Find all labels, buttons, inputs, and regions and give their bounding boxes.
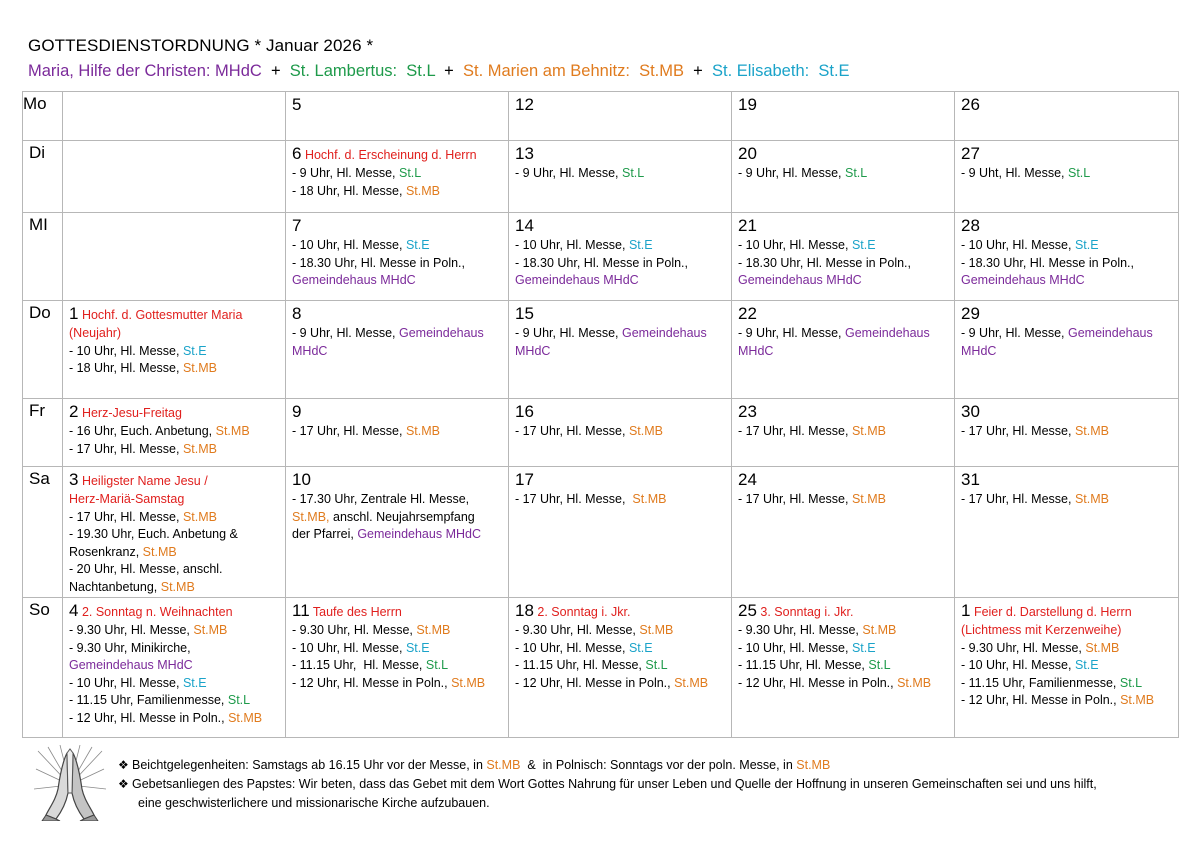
day-cell (732, 213, 955, 301)
service-text: St.E (851, 238, 876, 252)
date-number: 23 (738, 402, 757, 421)
service-text: St.L (1119, 675, 1143, 690)
service-entry (69, 491, 279, 509)
service-text: - 10 Uhr, Hl. Messe, (738, 640, 852, 655)
service-text: St.MB (1085, 640, 1120, 655)
service-text: - 10 Uhr, Hl. Messe, (515, 238, 629, 252)
service-text: St.MB (160, 579, 195, 594)
service-text: - 17 Uhr, Hl. Messe, (961, 492, 1075, 506)
diamond-bullet-icon: ❖ (118, 758, 129, 772)
service-text: - 9 Uhr, Hl. Messe, (515, 326, 622, 340)
date-number: 24 (738, 470, 757, 489)
service-entry (738, 622, 948, 640)
service-entry (292, 675, 502, 693)
day-cell (63, 141, 286, 213)
service-text: - 12 Uhr, Hl. Messe in Poln., (292, 675, 452, 690)
service-text: - 9 Uht, Hl. Messe, (961, 166, 1068, 180)
service-text: - 9 Uhr, Hl. Messe, (738, 166, 845, 180)
service-text: - 17 Uhr, Hl. Messe, (69, 441, 183, 456)
service-text: St.L (1067, 166, 1091, 180)
service-text: Gemeindehaus (1067, 326, 1153, 340)
service-entry (738, 657, 948, 675)
day-cell (63, 467, 286, 598)
service-text: St.MB (142, 544, 177, 559)
service-entry (69, 441, 279, 459)
date-number: 8 (292, 304, 302, 323)
day-cell (955, 467, 1179, 598)
parish-legend-part: St. Lambertus: St.L (289, 62, 436, 80)
service-text: St.E (1074, 658, 1099, 672)
service-text: - 9 Uhr, Hl. Messe, (292, 166, 399, 180)
service-text: St.L (425, 658, 449, 672)
day-cell (286, 92, 509, 141)
service-text: St.MB (674, 675, 709, 690)
service-entry (515, 272, 725, 290)
footer-text: & in Polnisch: Sonntags vor der poln. Messe, in (520, 758, 797, 772)
service-entry (69, 343, 279, 361)
service-text: St.MB (1120, 693, 1155, 707)
service-text: St.E (405, 640, 430, 655)
date-number: 19 (738, 95, 757, 114)
service-text: - 17 Uhr, Hl. Messe, (515, 492, 633, 506)
service-entry (961, 675, 1172, 693)
day-cell (286, 213, 509, 301)
service-entry (292, 491, 502, 509)
date-number: 17 (515, 470, 534, 489)
parish-legend-part: Maria, Hilfe der Christen: MHdC (28, 62, 262, 80)
service-text: St.MB (851, 492, 886, 506)
service-entry (515, 325, 725, 343)
service-text: - 17 Uhr, Hl. Messe, (961, 424, 1075, 438)
weekday-label: Mo (23, 92, 63, 141)
service-text: Gemeindehaus MHdC (961, 273, 1085, 287)
service-text: St.L (645, 658, 668, 672)
service-entry (292, 423, 502, 441)
service-text: - 10 Uhr, Hl. Messe, (69, 343, 183, 358)
service-entry (738, 255, 948, 273)
service-entry (738, 675, 948, 693)
day-cell (509, 467, 732, 598)
service-text: - 11.15 Uhr, Hl. Messe, (738, 658, 869, 672)
footer-note (118, 756, 1178, 775)
day-cell (509, 598, 732, 738)
service-text: Gemeindehaus (621, 326, 707, 340)
day-cell (63, 598, 286, 738)
service-text: St.MB (1074, 492, 1109, 506)
service-text: - 11.15 Uhr, Familienmesse, (69, 693, 228, 707)
service-text: St.MB (451, 675, 486, 690)
day-cell (732, 301, 955, 399)
service-text: St.MB (182, 441, 217, 456)
parish-legend-part: + (261, 62, 290, 80)
schedule-table (22, 91, 1179, 738)
service-text: - 9.30 Uhr, Minikirche, (69, 640, 191, 655)
service-text: - 17 Uhr, Hl. Messe, (515, 424, 629, 438)
service-text: St.MB (405, 424, 440, 438)
date-number: 31 (961, 470, 980, 489)
service-entry (69, 710, 279, 728)
day-cell (955, 399, 1179, 467)
service-text: MHdC (961, 343, 997, 358)
service-entry (961, 692, 1172, 710)
date-number: 28 (961, 216, 980, 235)
date-number: 20 (738, 144, 757, 163)
service-text: Herz-Mariä-Samstag (69, 492, 185, 506)
service-text: - 9.30 Uhr, Hl. Messe, (515, 623, 640, 637)
feast-title: Hochf. d. Gottesmutter Maria (78, 308, 243, 322)
service-entry (738, 165, 948, 183)
service-text: - 17 Uhr, Hl. Messe, (292, 424, 406, 438)
date-number: 2 (69, 402, 79, 421)
service-text: - 9.30 Uhr, Hl. Messe, (69, 623, 194, 637)
weekday-label: Fr (23, 399, 63, 467)
service-text: - 10 Uhr, Hl. Messe, (515, 640, 629, 655)
service-text: Gemeindehaus MHdC (738, 273, 862, 287)
service-text: - 11.15 Uhr, Hl. Messe, (292, 658, 426, 672)
service-text: - 10 Uhr, Hl. Messe, (961, 238, 1075, 252)
service-entry (69, 561, 279, 579)
service-text: - 10 Uhr, Hl. Messe, (738, 238, 852, 252)
service-text: - 10 Uhr, Hl. Messe, (961, 658, 1075, 672)
service-text: - 11.15 Uhr, Familienmesse, (961, 675, 1120, 690)
service-text: MHdC (292, 343, 328, 358)
footer-notes (118, 756, 1178, 813)
service-entry (292, 325, 502, 343)
date-number: 26 (961, 95, 980, 114)
service-entry (738, 423, 948, 441)
parish-legend-part: St. Marien am Behnitz: St.MB (463, 62, 684, 80)
service-text: Gemeindehaus (844, 326, 930, 340)
service-entry (961, 491, 1172, 509)
weekday-label: So (23, 598, 63, 738)
day-cell (286, 301, 509, 399)
week-row (23, 301, 1179, 399)
service-text: - 18.30 Uhr, Hl. Messe in Poln., (515, 255, 688, 270)
service-text: Rosenkranz, (69, 544, 143, 559)
day-cell (509, 92, 732, 141)
service-entry (292, 640, 502, 658)
date-number: 10 (292, 470, 311, 489)
service-text: Gemeindehaus MHdC (69, 658, 193, 672)
day-cell (732, 399, 955, 467)
feast-title: Heiligster Name Jesu / (78, 474, 208, 488)
service-text: St.MB (628, 424, 663, 438)
service-text: Nachtanbetung, (69, 579, 161, 594)
date-number: 9 (292, 402, 302, 421)
service-text: - 18.30 Uhr, Hl. Messe in Poln., (961, 255, 1134, 270)
day-cell (732, 92, 955, 141)
parish-legend-part: St. Elisabeth: St.E (711, 62, 850, 80)
service-text: St.E (1074, 238, 1099, 252)
day-cell (63, 92, 286, 141)
service-entry (69, 526, 279, 544)
date-number: 11 (292, 601, 310, 620)
service-entry (738, 325, 948, 343)
service-text: St.MB (1074, 424, 1109, 438)
feast-title: 2. Sonntag i. Jkr. (533, 605, 631, 619)
day-cell (286, 399, 509, 467)
service-entry (292, 183, 502, 201)
feast-title: Taufe des Herrn (309, 605, 402, 619)
service-entry (69, 657, 279, 675)
date-number: 30 (961, 402, 980, 421)
service-text: - 12 Uhr, Hl. Messe in Poln., (69, 710, 229, 725)
service-text: St.L (844, 166, 868, 180)
footer-text: Gebetsanliegen des Papstes: Wir beten, dass das Gebet mit dem Wort Gottes Nahrung für unser Leben und Quelle der Hoffnung in unseren Gemeinschaften sei und uns hilft, (132, 777, 1097, 791)
service-entry (515, 640, 725, 658)
praying-hands-icon (34, 745, 106, 821)
date-number: 18 (515, 601, 534, 620)
service-entry (961, 165, 1172, 183)
service-text: Gemeindehaus MHdC (515, 273, 639, 287)
service-text: St.MB (182, 361, 217, 375)
footer-text: St.MB (796, 758, 831, 772)
service-text: - 17 Uhr, Hl. Messe, (738, 492, 852, 506)
feast-title: 2. Sonntag n. Weihnachten (78, 605, 233, 619)
service-text: - 10 Uhr, Hl. Messe, (292, 238, 406, 252)
service-entry (292, 509, 502, 527)
service-entry (292, 237, 502, 255)
service-text: - 10 Uhr, Hl. Messe, (292, 640, 406, 655)
service-text: St.MB (862, 623, 897, 637)
service-text: St.MB (639, 623, 674, 637)
service-entry (292, 343, 502, 361)
feast-title: 3. Sonntag i. Jkr. (756, 605, 854, 619)
week-row (23, 141, 1179, 213)
service-entry (69, 325, 279, 343)
weekday-label: Sa (23, 467, 63, 598)
footer-text: St.MB (486, 758, 521, 772)
service-entry (961, 640, 1172, 658)
service-text: St.E (628, 238, 653, 252)
service-text: St.MB (182, 509, 217, 524)
day-cell (63, 399, 286, 467)
footer-note (118, 775, 1178, 794)
day-cell (509, 213, 732, 301)
service-entry (69, 544, 279, 562)
service-entry (292, 272, 502, 290)
service-text: St.MB (416, 623, 451, 637)
week-row (23, 213, 1179, 301)
date-number: 14 (515, 216, 534, 235)
service-text: - 18.30 Uhr, Hl. Messe in Poln., (738, 255, 911, 270)
service-text: - 10 Uhr, Hl. Messe, (69, 675, 183, 690)
service-entry (69, 622, 279, 640)
service-entry (292, 657, 502, 675)
service-entry (515, 343, 725, 361)
day-cell (63, 301, 286, 399)
date-number: 1 (961, 601, 971, 620)
date-number: 13 (515, 144, 534, 163)
service-entry (515, 675, 725, 693)
service-text: Gemeindehaus MHdC (357, 527, 481, 541)
weekday-label: MI (23, 213, 63, 301)
service-text: - 9.30 Uhr, Hl. Messe, (738, 623, 863, 637)
day-cell (509, 301, 732, 399)
service-entry (738, 640, 948, 658)
date-number: 27 (961, 144, 980, 163)
service-text: - 9 Uhr, Hl. Messe, (738, 326, 845, 340)
day-cell (509, 141, 732, 213)
day-cell (286, 467, 509, 598)
service-entry (961, 622, 1172, 640)
service-text: St.L (227, 693, 251, 707)
service-text: St.MB (851, 424, 886, 438)
day-cell (955, 213, 1179, 301)
service-entry (69, 423, 279, 441)
service-entry (738, 491, 948, 509)
service-text: - 17 Uhr, Hl. Messe, (69, 509, 183, 524)
service-text: MHdC (738, 343, 774, 358)
service-text: - 17 Uhr, Hl. Messe, (738, 424, 852, 438)
week-row (23, 92, 1179, 141)
day-cell (63, 213, 286, 301)
service-text: anschl. Neujahrsempfang (329, 509, 475, 524)
date-number: 21 (738, 216, 757, 235)
service-entry (738, 272, 948, 290)
service-entry (292, 526, 502, 544)
service-text: St.E (851, 640, 876, 655)
service-text: - 18 Uhr, Hl. Messe, (292, 183, 406, 198)
parish-legend (28, 62, 850, 81)
service-text: - 9 Uhr, Hl. Messe, (292, 326, 399, 340)
service-text: St.E (405, 238, 430, 252)
day-cell (732, 598, 955, 738)
footer-text: Beichtgelegenheiten: Samstags ab 16.15 Uhr vor der Messe, in (132, 758, 487, 772)
date-number: 1 (69, 304, 79, 323)
date-number: 22 (738, 304, 757, 323)
service-text: - 12 Uhr, Hl. Messe in Poln., (961, 693, 1121, 707)
service-entry (69, 692, 279, 710)
date-number: 15 (515, 304, 534, 323)
date-number: 25 (738, 601, 757, 620)
parish-legend-part: + (435, 62, 463, 80)
service-text: St.E (182, 675, 207, 690)
service-text: St.E (182, 343, 207, 358)
service-entry (515, 237, 725, 255)
day-cell (286, 141, 509, 213)
day-cell (732, 141, 955, 213)
service-text: MHdC (515, 343, 551, 358)
service-text: St.L (621, 166, 645, 180)
service-text: St.L (868, 658, 891, 672)
parish-legend-part: + (684, 62, 712, 80)
date-number: 5 (292, 95, 302, 114)
service-entry (738, 343, 948, 361)
service-entry (69, 509, 279, 527)
day-cell (955, 301, 1179, 399)
service-text: St.L (398, 166, 422, 180)
service-text: St.MB (215, 424, 250, 438)
service-entry (961, 343, 1172, 361)
service-text: - 18.30 Uhr, Hl. Messe in Poln., (292, 255, 465, 270)
service-entry (961, 255, 1172, 273)
service-entry (69, 360, 279, 378)
service-text: (Neujahr) (69, 326, 122, 340)
weekday-label: Di (23, 141, 63, 213)
service-entry (515, 491, 725, 509)
service-text: - 20 Uhr, Hl. Messe, anschl. (69, 562, 223, 576)
service-text: St.MB (193, 623, 228, 637)
weekday-label: Do (23, 301, 63, 399)
service-text: - 9.30 Uhr, Hl. Messe, (292, 623, 417, 637)
service-entry (515, 657, 725, 675)
service-text: - 16 Uhr, Euch. Anbetung, (69, 424, 216, 438)
service-text: St.MB, (292, 509, 330, 524)
service-entry (292, 165, 502, 183)
week-row (23, 598, 1179, 738)
service-text: - 18 Uhr, Hl. Messe, (69, 361, 183, 375)
service-text: St.MB (632, 492, 667, 506)
service-entry (515, 165, 725, 183)
service-text: der Pfarrei, (292, 527, 358, 541)
date-number: 12 (515, 95, 534, 114)
page-title: GOTTESDIENSTORDNUNG * Januar 2026 * (28, 36, 374, 55)
day-cell (955, 598, 1179, 738)
service-text: Gemeindehaus MHdC (292, 273, 416, 287)
day-cell (955, 141, 1179, 213)
service-text: - 9 Uhr, Hl. Messe, (961, 326, 1068, 340)
service-entry (961, 272, 1172, 290)
date-number: 7 (292, 216, 302, 235)
service-text: - 12 Uhr, Hl. Messe in Poln., (738, 675, 898, 690)
service-entry (69, 640, 279, 658)
service-entry (69, 579, 279, 597)
day-cell (955, 92, 1179, 141)
service-entry (515, 255, 725, 273)
day-cell (286, 598, 509, 738)
service-entry (961, 657, 1172, 675)
diamond-bullet-icon: ❖ (118, 777, 129, 791)
date-number: 29 (961, 304, 980, 323)
service-text: - 11.15 Uhr, Hl. Messe, (515, 658, 646, 672)
service-entry (961, 237, 1172, 255)
service-entry (292, 255, 502, 273)
date-number: 4 (69, 601, 79, 620)
day-cell (509, 399, 732, 467)
service-text: St.MB (228, 710, 263, 725)
service-text: St.E (628, 640, 653, 655)
feast-title: Feier d. Darstellung d. Herrn (970, 605, 1132, 619)
service-text: - 12 Uhr, Hl. Messe in Poln., (515, 675, 675, 690)
day-cell (732, 467, 955, 598)
feast-title: Herz-Jesu-Freitag (78, 406, 182, 420)
footer-note-continuation: eine geschwisterlichere und missionarische Kirche aufzubauen. (138, 796, 490, 810)
service-text: St.MB (405, 183, 440, 198)
service-entry (961, 325, 1172, 343)
service-entry (515, 622, 725, 640)
service-text: - 17.30 Uhr, Zentrale Hl. Messe, (292, 492, 470, 506)
service-entry (515, 423, 725, 441)
service-text: St.MB (897, 675, 932, 690)
date-number: 16 (515, 402, 534, 421)
service-text: - 9 Uhr, Hl. Messe, (515, 166, 622, 180)
service-text: Gemeindehaus (398, 326, 484, 340)
date-number: 3 (69, 470, 79, 489)
service-text: - 19.30 Uhr, Euch. Anbetung & (69, 527, 238, 541)
service-text: (Lichtmess mit Kerzenweihe) (961, 623, 1122, 637)
service-entry (69, 675, 279, 693)
service-entry (738, 237, 948, 255)
feast-title: Hochf. d. Erscheinung d. Herrn (301, 148, 477, 162)
service-entry (961, 423, 1172, 441)
week-row (23, 467, 1179, 598)
date-number: 6 (292, 144, 302, 163)
service-entry (292, 622, 502, 640)
service-text: - 9.30 Uhr, Hl. Messe, (961, 640, 1086, 655)
week-row (23, 399, 1179, 467)
